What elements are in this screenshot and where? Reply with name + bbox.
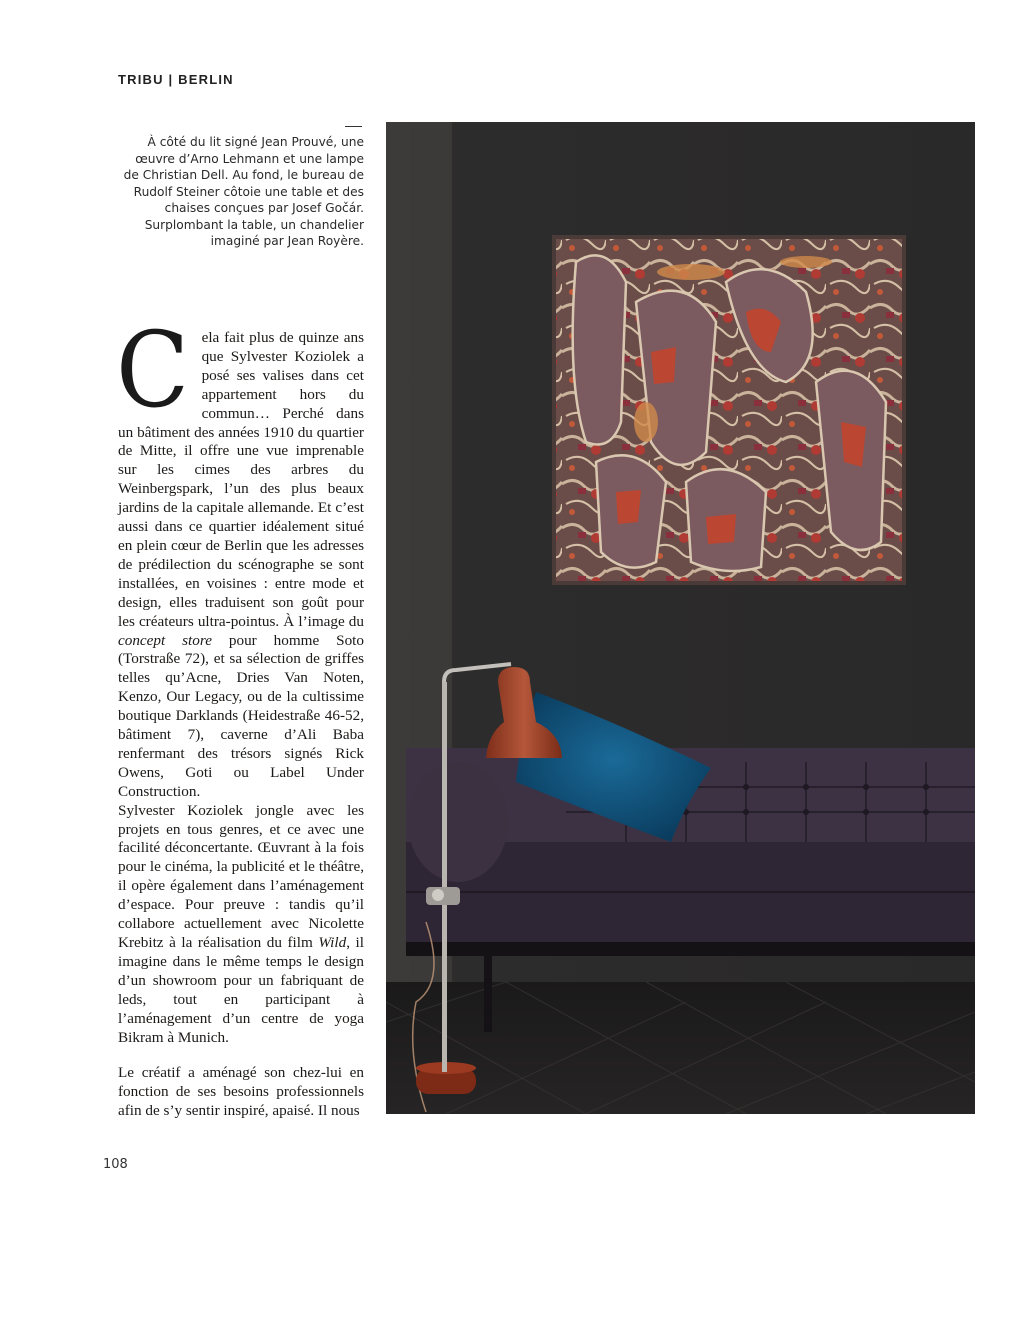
paragraph-2-text-b: , il imagine dans le même temps le design d’un showroom pour un fabriquant de leds, tout en participant à l’aménagement d’un centre de yoga Bikram à Munich.: [118, 934, 364, 1046]
paragraph-2: [118, 802, 364, 1048]
caption-dash: [345, 126, 362, 127]
painting: [552, 235, 906, 585]
paragraph-1-italic: concept store: [118, 631, 212, 649]
paragraph-2-italic: Wild: [318, 934, 347, 951]
paragraph-1-text-a: ela fait plus de quinze ans que Sylvester Koziolek a posé ses valises dans cet appartement hors du commun… Perché dans un bâtiment des années 1910 du quartier de Mitte, il offre une vue imprenable sur les cimes des arbres du Weinbergspark, l’un des plus beaux jardins de la capitale allemande. Et c’est aussi dans ce quartier idéalement situé en plein cœur de Berlin que les adresses de prédilection du scénographe se sont installées, en voisines : entre mode et design, elles traduisent son goût pour les créateurs ultra-pointus. À l’image du: [118, 329, 364, 630]
photo-caption: À côté du lit signé Jean Prouvé, une œuvre d’Arno Lehmann et une lampe de Christian Dell. Au fond, le bureau de Rudolf Steiner côtoie une table et des chaises conçues par Josef Gočár. Surplombant la table, un chandelier imaginé par Jean Royère.: [123, 135, 364, 248]
paragraph-1-text-b: pour homme Soto (Torstraße 72), et sa sélection de griffes telles qu’Acne, Dries Van Noten, Kenzo, Our Legacy, ou de la cultissime boutique Darklands (Heidestraße 46-52, bâtiment 7), caverne d’Ali Baba renfermant des trésors signés Rick Owens, Goti ou Label Under Construction.: [118, 631, 364, 800]
paragraph-2-text-a: Sylvester Koziolek jongle avec les projets en tous genres, et ce avec une facilité déconcertante. Œuvrant à la fois pour le cinéma, la publicité et le théâtre, il opère également dans l’aménagement d’espace. Pour preuve : tandis qu’il collabore actuellement avec Nicolette Krebitz à la réalisation du film: [118, 801, 364, 951]
paragraph-3: Le créatif a aménagé son chez-lui en fonction de ses besoins professionnels afin de s’y sentir inspiré, apaisé. Il nous: [118, 1064, 364, 1120]
section-header: TRIBU | BERLIN: [118, 72, 234, 87]
drop-cap: C: [116, 309, 190, 431]
paragraph-1: [116, 309, 364, 802]
interior-photo: [386, 122, 975, 1114]
article-body: [116, 309, 364, 1121]
page-number: 108: [103, 1157, 128, 1172]
